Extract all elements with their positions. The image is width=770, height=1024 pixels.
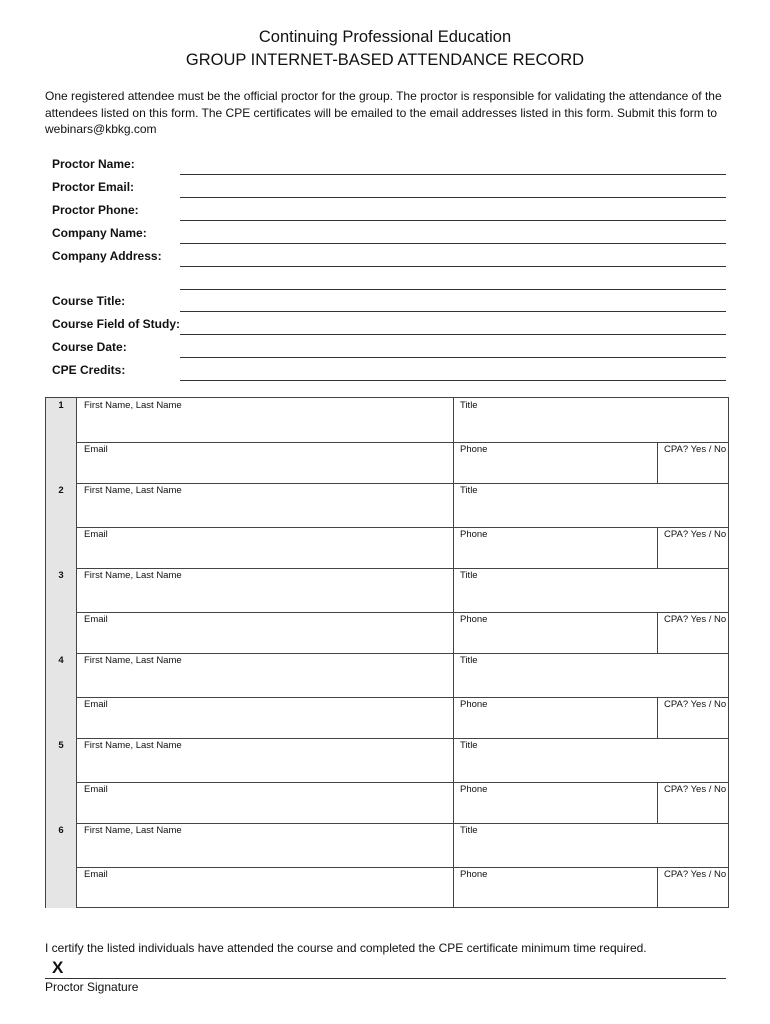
attendee-email-cell[interactable]	[77, 442, 453, 483]
attendee-phone-cell[interactable]	[453, 612, 657, 653]
attendee-number: 1	[46, 398, 77, 483]
attendee-number: 6	[46, 823, 77, 908]
course-title-label: Course Title:	[52, 294, 126, 308]
column-divider	[657, 442, 658, 483]
attendee-title-cell[interactable]	[453, 483, 728, 527]
column-divider	[453, 738, 454, 823]
attendee-title-label: Title	[460, 570, 478, 581]
attendee-cpa-cell[interactable]	[657, 782, 728, 823]
attendee-title-label: Title	[460, 825, 478, 836]
proctor-name-field[interactable]	[180, 156, 726, 175]
attendee-cpa-label: CPA? Yes / No	[664, 444, 727, 455]
intro-paragraph: One registered attendee must be the official proctor for the group. The proctor is responsible for validating the attendance of the attendees listed on this form. The CPE certificates will be emailed to the email addresses listed in this form. Submit this form to webinars@kbkg.com	[45, 89, 722, 136]
attendee-number: 4	[46, 653, 77, 738]
attendee-email-cell[interactable]	[77, 527, 453, 568]
attendee-title-cell[interactable]	[453, 398, 728, 442]
attendee-name-label: First Name, Last Name	[84, 485, 182, 496]
company-name-label: Company Name:	[52, 226, 147, 240]
attendee-cpa-cell[interactable]	[657, 612, 728, 653]
attendee-phone-cell[interactable]	[453, 782, 657, 823]
column-divider	[657, 612, 658, 653]
attendee-number: 5	[46, 738, 77, 823]
form-title: Continuing Professional Education	[258, 28, 512, 46]
attendee-cpa-label: CPA? Yes / No	[664, 614, 727, 625]
attendee-phone-label: Phone	[460, 699, 488, 710]
column-divider	[453, 483, 454, 568]
attendee-name-label: First Name, Last Name	[84, 655, 182, 666]
attendee-email-label: Email	[84, 784, 108, 795]
company-address-field-line-2[interactable]	[180, 271, 726, 290]
proctor-email-field[interactable]	[180, 179, 726, 198]
attendee-phone-label: Phone	[460, 444, 488, 455]
proctor-email-label: Proctor Email:	[52, 180, 135, 194]
attendee-phone-label: Phone	[460, 784, 488, 795]
attendee-name-label: First Name, Last Name	[84, 740, 182, 751]
attendee-block	[46, 483, 728, 568]
proctor-phone-field[interactable]	[180, 202, 726, 221]
attendee-block	[46, 738, 728, 823]
row-divider	[77, 442, 728, 443]
column-divider	[453, 823, 454, 908]
attendee-name-label: First Name, Last Name	[84, 400, 182, 411]
attendee-cpa-label: CPA? Yes / No	[664, 699, 727, 710]
attendee-block	[46, 398, 728, 483]
signature-line[interactable]	[45, 978, 726, 979]
attendee-email-label: Email	[84, 444, 108, 455]
attendee-phone-label: Phone	[460, 529, 488, 540]
course-field-of-study-field[interactable]	[180, 316, 726, 335]
course-title-field[interactable]	[180, 293, 726, 312]
attendee-email-label: Email	[84, 869, 108, 880]
attendee-phone-cell[interactable]	[453, 697, 657, 738]
row-divider	[77, 612, 728, 613]
attendee-number: 3	[46, 568, 77, 653]
attendee-phone-label: Phone	[460, 614, 488, 625]
attendee-cpa-cell[interactable]	[657, 697, 728, 738]
company-address-label: Company Address:	[52, 249, 162, 263]
attendee-phone-cell[interactable]	[453, 867, 657, 908]
attendee-title-label: Title	[460, 485, 478, 496]
column-divider	[657, 697, 658, 738]
attendee-title-cell[interactable]	[453, 738, 728, 782]
course-field-label: Course Field of Study:	[52, 317, 181, 331]
signature-x-mark: X	[52, 958, 64, 977]
attendee-email-label: Email	[84, 529, 108, 540]
row-divider	[77, 527, 728, 528]
cpe-credits-field[interactable]	[180, 362, 726, 381]
attendee-table	[45, 397, 729, 908]
attendee-name-cell[interactable]	[77, 483, 453, 527]
attendee-block	[46, 823, 728, 908]
column-divider	[657, 867, 658, 908]
attendee-title-cell[interactable]	[453, 653, 728, 697]
attendee-cpa-cell[interactable]	[657, 442, 728, 483]
attendee-cpa-cell[interactable]	[657, 527, 728, 568]
company-address-field[interactable]	[180, 248, 726, 267]
attendee-block	[46, 653, 728, 738]
column-divider	[453, 568, 454, 653]
attendee-phone-cell[interactable]	[453, 442, 657, 483]
attendee-name-cell[interactable]	[77, 568, 453, 612]
attendee-name-cell[interactable]	[77, 738, 453, 782]
attendee-phone-cell[interactable]	[453, 527, 657, 568]
column-divider	[453, 398, 454, 483]
certification-statement: I certify the listed individuals have attended the course and completed the CPE certificate minimum time required.	[45, 941, 647, 955]
attendee-email-label: Email	[84, 614, 108, 625]
attendee-title-label: Title	[460, 400, 478, 411]
attendee-name-cell[interactable]	[77, 823, 453, 867]
attendee-name-cell[interactable]	[77, 653, 453, 697]
attendee-phone-label: Phone	[460, 869, 488, 880]
attendee-email-cell[interactable]	[77, 867, 453, 908]
column-divider	[657, 527, 658, 568]
cpe-credits-label: CPE Credits:	[52, 363, 126, 377]
attendee-block	[46, 568, 728, 653]
attendee-email-cell[interactable]	[77, 612, 453, 653]
attendee-cpa-label: CPA? Yes / No	[664, 869, 727, 880]
attendee-title-cell[interactable]	[453, 823, 728, 867]
proctor-name-label: Proctor Name:	[52, 157, 135, 171]
row-divider	[77, 867, 728, 868]
course-date-label: Course Date:	[52, 340, 127, 354]
attendee-title-cell[interactable]	[453, 568, 728, 612]
course-date-field[interactable]	[180, 339, 726, 358]
attendee-number: 2	[46, 483, 77, 568]
attendee-title-label: Title	[460, 740, 478, 751]
attendee-cpa-label: CPA? Yes / No	[664, 784, 727, 795]
attendee-cpa-label: CPA? Yes / No	[664, 529, 727, 540]
form-subtitle: GROUP INTERNET-BASED ATTENDANCE RECORD	[185, 51, 585, 69]
attendee-email-cell[interactable]	[77, 782, 453, 823]
proctor-signature-label: Proctor Signature	[45, 980, 139, 994]
attendee-title-label: Title	[460, 655, 478, 666]
row-divider	[77, 697, 728, 698]
column-divider	[453, 653, 454, 738]
attendee-name-label: First Name, Last Name	[84, 570, 182, 581]
attendee-name-cell[interactable]	[77, 398, 453, 442]
attendee-email-label: Email	[84, 699, 108, 710]
proctor-phone-label: Proctor Phone:	[52, 203, 139, 217]
row-divider	[77, 782, 728, 783]
column-divider	[657, 782, 658, 823]
company-name-field[interactable]	[180, 225, 726, 244]
attendee-cpa-cell[interactable]	[657, 867, 728, 908]
attendee-name-label: First Name, Last Name	[84, 825, 182, 836]
attendee-email-cell[interactable]	[77, 697, 453, 738]
